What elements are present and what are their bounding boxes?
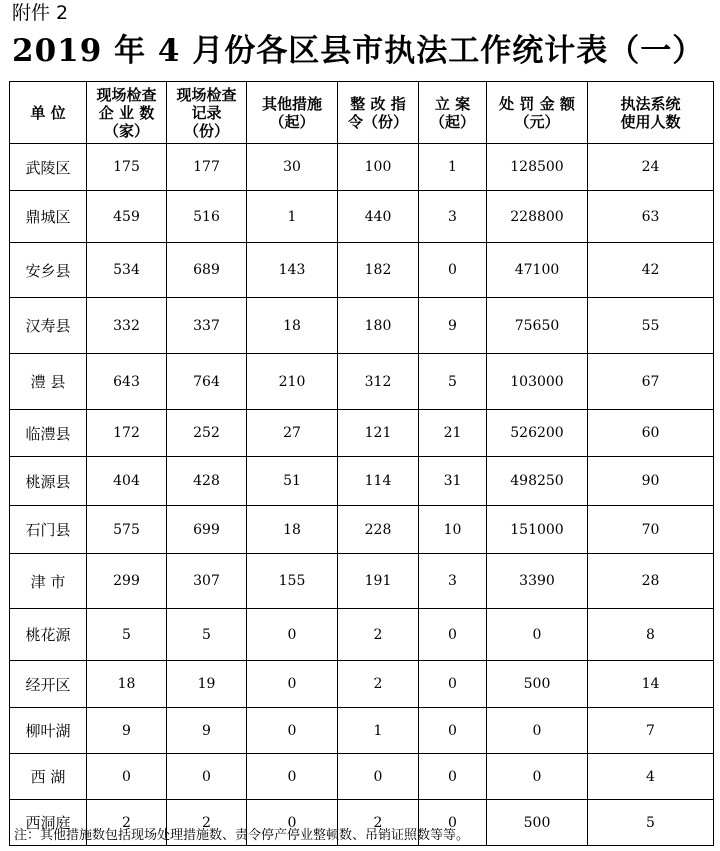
- cell-other-measures: 0: [247, 708, 338, 754]
- column-header-other-measures: 其他措施 （起）: [247, 82, 338, 144]
- table-row: [10, 554, 714, 609]
- cell-inspected-enterprises: 18: [87, 661, 167, 708]
- column-header-rectification-orders: 整 改 指 令（份）: [338, 82, 419, 144]
- statistics-table: [9, 81, 714, 846]
- unit-name-cell: 石门县: [10, 506, 87, 554]
- cell-penalty-amount: 0: [487, 609, 588, 661]
- unit-name-cell: 柳叶湖: [10, 708, 87, 754]
- table-row: [10, 144, 714, 191]
- cell-rectification-orders: 228: [338, 506, 419, 554]
- cell-system-users: 67: [588, 354, 714, 410]
- cell-inspection-records: 9: [167, 708, 247, 754]
- cell-system-users: 24: [588, 144, 714, 191]
- cell-other-measures: 18: [247, 298, 338, 354]
- cell-cases-filed: 1: [419, 144, 487, 191]
- cell-rectification-orders: 312: [338, 354, 419, 410]
- cell-penalty-amount: 228800: [487, 191, 588, 243]
- cell-rectification-orders: 0: [338, 754, 419, 800]
- cell-cases-filed: 21: [419, 410, 487, 457]
- cell-rectification-orders: 180: [338, 298, 419, 354]
- cell-other-measures: 27: [247, 410, 338, 457]
- cell-cases-filed: 0: [419, 708, 487, 754]
- cell-rectification-orders: 2: [338, 609, 419, 661]
- cell-system-users: 28: [588, 554, 714, 609]
- table-row: [10, 298, 714, 354]
- cell-inspected-enterprises: 2: [87, 800, 167, 846]
- cell-inspection-records: 337: [167, 298, 247, 354]
- cell-system-users: 4: [588, 754, 714, 800]
- footnote: 注：其他措施数包括现场处理措施数、责令停产停业整顿数、吊销证照数等等。: [14, 828, 470, 843]
- cell-cases-filed: 0: [419, 800, 487, 846]
- cell-penalty-amount: 526200: [487, 410, 588, 457]
- unit-name-cell: 经开区: [10, 661, 87, 708]
- cell-other-measures: 51: [247, 457, 338, 506]
- page-title: 2019 年 4 月份各区县市执法工作统计表（一）: [12, 33, 705, 69]
- cell-penalty-amount: 500: [487, 800, 588, 846]
- cell-cases-filed: 10: [419, 506, 487, 554]
- cell-system-users: 60: [588, 410, 714, 457]
- cell-penalty-amount: 0: [487, 708, 588, 754]
- cell-inspection-records: 689: [167, 243, 247, 298]
- cell-cases-filed: 3: [419, 554, 487, 609]
- cell-other-measures: 0: [247, 661, 338, 708]
- column-header-inspection-records: 现场检查 记录 （份）: [167, 82, 247, 144]
- attachment-label: 附件 2: [12, 2, 69, 24]
- cell-system-users: 90: [588, 457, 714, 506]
- column-header-penalty-amount: 处 罚 金 额 （元）: [487, 82, 588, 144]
- cell-other-measures: 0: [247, 800, 338, 846]
- cell-inspected-enterprises: 459: [87, 191, 167, 243]
- cell-cases-filed: 0: [419, 754, 487, 800]
- table-row: [10, 354, 714, 410]
- cell-inspection-records: 2: [167, 800, 247, 846]
- cell-inspection-records: 516: [167, 191, 247, 243]
- cell-system-users: 8: [588, 609, 714, 661]
- cell-rectification-orders: 1: [338, 708, 419, 754]
- table-body: [10, 144, 714, 846]
- cell-inspected-enterprises: 643: [87, 354, 167, 410]
- unit-name-cell: 汉寿县: [10, 298, 87, 354]
- cell-rectification-orders: 2: [338, 800, 419, 846]
- cell-inspection-records: 0: [167, 754, 247, 800]
- column-header-system-users: 执法系统 使用人数: [588, 82, 714, 144]
- cell-penalty-amount: 128500: [487, 144, 588, 191]
- table-row: [10, 506, 714, 554]
- unit-name-cell: 桃花源: [10, 609, 87, 661]
- cell-penalty-amount: 0: [487, 754, 588, 800]
- unit-name-cell: 武陵区: [10, 144, 87, 191]
- cell-system-users: 70: [588, 506, 714, 554]
- table-row: [10, 457, 714, 506]
- cell-inspection-records: 699: [167, 506, 247, 554]
- cell-inspected-enterprises: 5: [87, 609, 167, 661]
- table-row: [10, 243, 714, 298]
- cell-cases-filed: 31: [419, 457, 487, 506]
- unit-name-cell: 西洞庭: [10, 800, 87, 846]
- cell-inspection-records: 19: [167, 661, 247, 708]
- cell-penalty-amount: 47100: [487, 243, 588, 298]
- cell-system-users: 7: [588, 708, 714, 754]
- cell-inspected-enterprises: 534: [87, 243, 167, 298]
- cell-inspection-records: 177: [167, 144, 247, 191]
- unit-name-cell: 临澧县: [10, 410, 87, 457]
- cell-cases-filed: 0: [419, 243, 487, 298]
- cell-inspected-enterprises: 0: [87, 754, 167, 800]
- cell-system-users: 55: [588, 298, 714, 354]
- cell-penalty-amount: 75650: [487, 298, 588, 354]
- cell-rectification-orders: 182: [338, 243, 419, 298]
- column-header-unit: 单 位: [10, 82, 87, 144]
- cell-system-users: 42: [588, 243, 714, 298]
- cell-inspection-records: 5: [167, 609, 247, 661]
- cell-other-measures: 1: [247, 191, 338, 243]
- table-row: [10, 661, 714, 708]
- cell-inspection-records: 307: [167, 554, 247, 609]
- cell-penalty-amount: 151000: [487, 506, 588, 554]
- cell-rectification-orders: 100: [338, 144, 419, 191]
- cell-inspected-enterprises: 575: [87, 506, 167, 554]
- table-row: [10, 754, 714, 800]
- cell-inspected-enterprises: 404: [87, 457, 167, 506]
- cell-other-measures: 18: [247, 506, 338, 554]
- cell-other-measures: 143: [247, 243, 338, 298]
- cell-other-measures: 155: [247, 554, 338, 609]
- table-row: [10, 191, 714, 243]
- cell-rectification-orders: 191: [338, 554, 419, 609]
- cell-rectification-orders: 114: [338, 457, 419, 506]
- cell-penalty-amount: 498250: [487, 457, 588, 506]
- cell-other-measures: 210: [247, 354, 338, 410]
- table-row: [10, 708, 714, 754]
- cell-other-measures: 0: [247, 609, 338, 661]
- cell-cases-filed: 9: [419, 298, 487, 354]
- unit-name-cell: 桃源县: [10, 457, 87, 506]
- cell-inspected-enterprises: 299: [87, 554, 167, 609]
- unit-name-cell: 澧 县: [10, 354, 87, 410]
- column-header-cases-filed: 立 案 （起）: [419, 82, 487, 144]
- cell-rectification-orders: 440: [338, 191, 419, 243]
- column-header-inspected-enterprises: 现场检查 企 业 数 （家）: [87, 82, 167, 144]
- unit-name-cell: 鼎城区: [10, 191, 87, 243]
- table-row: [10, 609, 714, 661]
- header-row: [10, 82, 714, 144]
- unit-name-cell: 津 市: [10, 554, 87, 609]
- cell-inspected-enterprises: 332: [87, 298, 167, 354]
- cell-inspection-records: 252: [167, 410, 247, 457]
- cell-system-users: 5: [588, 800, 714, 846]
- cell-other-measures: 0: [247, 754, 338, 800]
- unit-name-cell: 安乡县: [10, 243, 87, 298]
- cell-cases-filed: 3: [419, 191, 487, 243]
- cell-inspection-records: 428: [167, 457, 247, 506]
- cell-system-users: 14: [588, 661, 714, 708]
- unit-name-cell: 西 湖: [10, 754, 87, 800]
- cell-cases-filed: 0: [419, 661, 487, 708]
- cell-rectification-orders: 2: [338, 661, 419, 708]
- cell-inspected-enterprises: 172: [87, 410, 167, 457]
- cell-cases-filed: 0: [419, 609, 487, 661]
- cell-penalty-amount: 103000: [487, 354, 588, 410]
- cell-penalty-amount: 500: [487, 661, 588, 708]
- cell-system-users: 63: [588, 191, 714, 243]
- cell-rectification-orders: 121: [338, 410, 419, 457]
- cell-inspection-records: 764: [167, 354, 247, 410]
- cell-inspected-enterprises: 175: [87, 144, 167, 191]
- table-row: [10, 410, 714, 457]
- cell-inspected-enterprises: 9: [87, 708, 167, 754]
- cell-penalty-amount: 3390: [487, 554, 588, 609]
- cell-other-measures: 30: [247, 144, 338, 191]
- cell-cases-filed: 5: [419, 354, 487, 410]
